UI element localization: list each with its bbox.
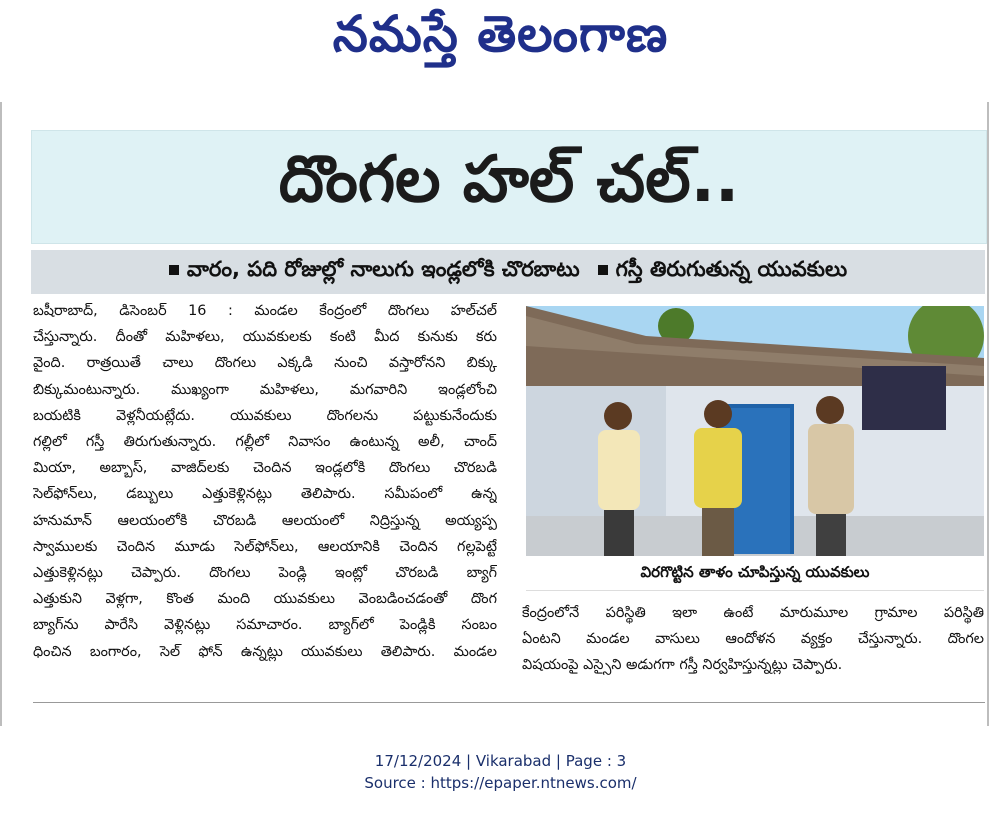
article-body-column: [33, 298, 497, 665]
photo-illustration: [526, 306, 984, 556]
clip-right-rule: [987, 102, 989, 726]
article-line: వైంది. రాత్రయితే చాలు దొంగలు ఎక్కడి నుంచి వస్తారోనని బిక్కు: [33, 355, 497, 372]
article-line: హనుమాన్ ఆలయంలోకి చొరబడి ఆలయంలో నిద్రిస్తున్న అయ్యప్ప: [33, 512, 497, 529]
square-bullet-icon: [598, 265, 608, 275]
masthead-title: నమస్తే తెలంగాణ: [332, 4, 669, 63]
newspaper-masthead: [0, 0, 1001, 80]
subheadline-1: వారం, పది రోజుల్లో నాలుగు ఇండ్లలోకి చొరబాటు: [169, 257, 580, 287]
edition-info: 17/12/2024 | Vikarabad | Page : 3: [374, 752, 627, 770]
subheadline-2: గస్తీ తిరుగుతున్న యువకులు: [598, 257, 847, 287]
article-line: సెల్‌ఫోన్‌లు, డబ్బులు ఎత్తుకెళ్లినట్లు తెలిపారు. సమీపంలో ఉన్న: [33, 486, 497, 503]
article-line: స్వాములకు చెందిన మూడు సెల్‌ఫోన్‌లు, ఆలయానికి చెందిన గల్లపెట్టే: [33, 538, 497, 555]
source-info: Source : https://epaper.ntnews.com/: [364, 774, 637, 792]
headline: దొంగల హల్ చల్..: [278, 142, 740, 217]
article-line: బిక్కుమంటున్నారు. ముఖ్యంగా మహిళలు, మగవారిని ఇండ్లలోంచి: [33, 381, 497, 398]
article-line: బ్యాగ్‌ను పారేసి వెళ్లినట్లు సమాచారం. బ్యాగ్‌లో పెండ్లికి సంబం: [33, 617, 497, 634]
clip-bottom-rule: [33, 702, 985, 703]
page-footer: [0, 750, 1001, 794]
clip-left-rule: [0, 102, 2, 726]
article-line: బయటికి వెళ్లనీయట్లేదు. యువకులు దొంగలను పట్టుకునేందుకు: [33, 407, 497, 424]
headline-banner: [31, 130, 987, 244]
newspaper-clipping: [0, 88, 1001, 736]
article-line: చేస్తున్నారు. దీంతో మహిళలు, యువకులకు కంటి మీద కునుకు కరు: [33, 329, 497, 346]
square-bullet-icon: [169, 265, 179, 275]
article-continuation-column: [522, 600, 984, 679]
article-line: ధించిన బంగారం, సెల్ ఫోన్ ఉన్నట్లు యువకులు తెలిపారు. మండల: [33, 643, 497, 660]
news-photo: [526, 306, 984, 556]
photo-caption: విరగొట్టిన తాళం చూపిస్తున్న యువకులు: [526, 558, 984, 591]
article-line: ఎత్తుకెళ్లినట్లు చెప్పారు. దొంగలు పెండ్లి ఇంట్లో చొరబడి బ్యాగ్: [33, 565, 497, 582]
article-line: కేంద్రంలోనే పరిస్థితి ఇలా ఉంటే మారుమూల గ్రామాల పరిస్థితి: [522, 605, 984, 621]
article-line: గల్లిలో గస్తీ తిరుగుతున్నారు. గల్లీలో నివాసం ఉంటున్న అలీ, చాంద్: [33, 434, 497, 451]
article-line: బషీరాబాద్, డిసెంబర్ 16 : మండల కేంద్రంలో దొంగలు హల్‌చల్: [33, 303, 497, 319]
article-line: మియా, అబ్బాస్, వాజిద్‌లకు చెందిన ఇండ్లలోకి దొంగలు చొరబడి: [33, 460, 497, 477]
article-line: ఎత్తుకుని వెళ్లగా, కొంత మంది యువకులు వెంబడించడంతో దొంగ: [33, 591, 497, 608]
article-line: విషయంపై ఎస్సైని అడుగగా గస్తీ నిర్వహిస్తున్నట్లు చెప్పారు.: [522, 657, 843, 674]
article-line: ఏంటని మండల వాసులు ఆందోళన వ్యక్తం చేస్తున్నారు. దొంగల: [522, 631, 984, 648]
subheadline-bar: [31, 250, 985, 294]
